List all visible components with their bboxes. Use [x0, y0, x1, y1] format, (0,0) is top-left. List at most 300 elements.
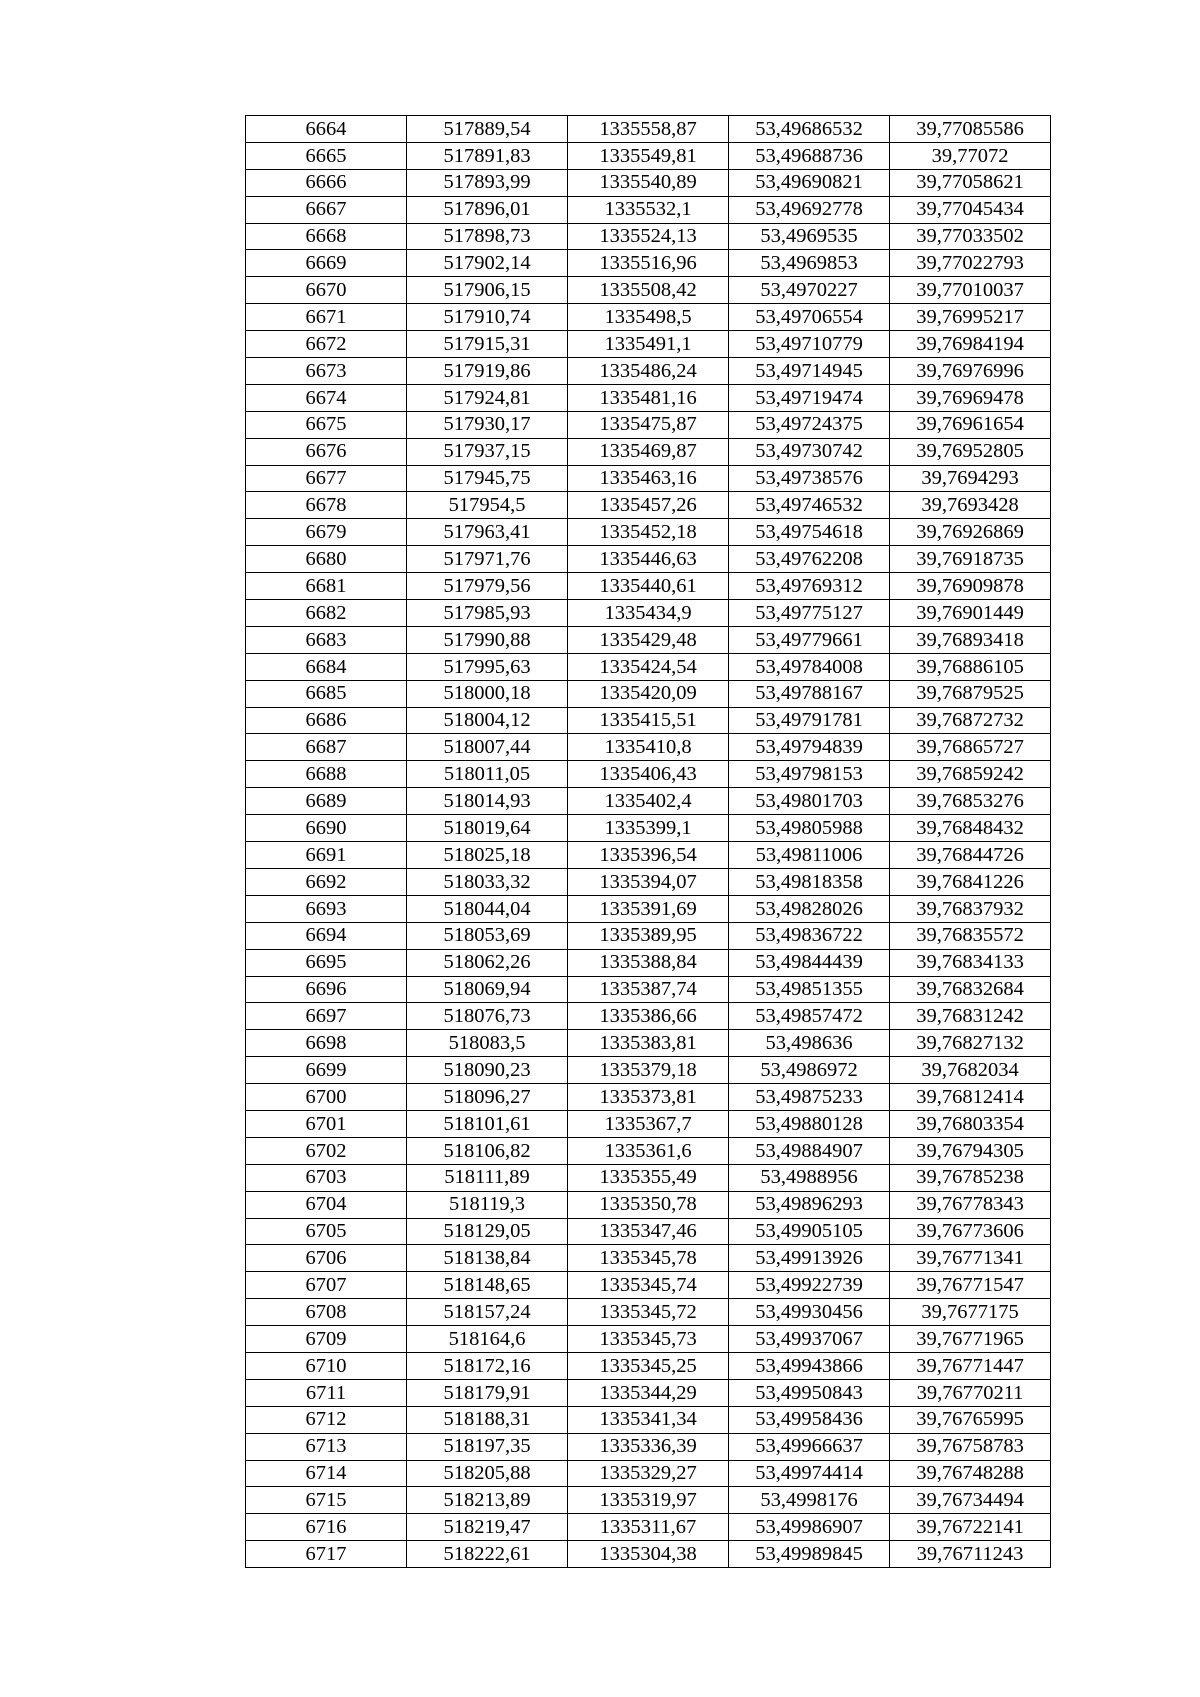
latitude-cell: 53,49913926 — [729, 1245, 890, 1272]
point-number-cell: 6716 — [246, 1514, 407, 1541]
x-coordinate-cell: 517915,31 — [407, 331, 568, 358]
point-number-cell: 6684 — [246, 653, 407, 680]
table-row — [246, 680, 1051, 707]
longitude-cell: 39,76844726 — [890, 842, 1051, 869]
table-row — [246, 465, 1051, 492]
latitude-cell: 53,49905105 — [729, 1218, 890, 1245]
point-number-cell: 6669 — [246, 250, 407, 277]
point-number-cell: 6705 — [246, 1218, 407, 1245]
table-row — [246, 277, 1051, 304]
point-number-cell: 6670 — [246, 277, 407, 304]
x-coordinate-cell: 518083,5 — [407, 1030, 568, 1057]
y-coordinate-cell: 1335540,89 — [568, 169, 729, 196]
longitude-cell: 39,76765995 — [890, 1406, 1051, 1433]
x-coordinate-cell: 517979,56 — [407, 573, 568, 600]
x-coordinate-cell: 517990,88 — [407, 626, 568, 653]
point-number-cell: 6710 — [246, 1352, 407, 1379]
latitude-cell: 53,49958436 — [729, 1406, 890, 1433]
y-coordinate-cell: 1335373,81 — [568, 1084, 729, 1111]
point-number-cell: 6701 — [246, 1110, 407, 1137]
longitude-cell: 39,76771547 — [890, 1272, 1051, 1299]
x-coordinate-cell: 518219,47 — [407, 1514, 568, 1541]
y-coordinate-cell: 1335402,4 — [568, 788, 729, 815]
longitude-cell: 39,76837932 — [890, 895, 1051, 922]
longitude-cell: 39,76832684 — [890, 976, 1051, 1003]
point-number-cell: 6704 — [246, 1191, 407, 1218]
longitude-cell: 39,76722141 — [890, 1514, 1051, 1541]
table-row — [246, 815, 1051, 842]
y-coordinate-cell: 1335452,18 — [568, 519, 729, 546]
table-row — [246, 1514, 1051, 1541]
latitude-cell: 53,49794839 — [729, 734, 890, 761]
table-row — [246, 949, 1051, 976]
point-number-cell: 6679 — [246, 519, 407, 546]
table-row — [246, 411, 1051, 438]
x-coordinate-cell: 518000,18 — [407, 680, 568, 707]
x-coordinate-cell: 517896,01 — [407, 196, 568, 223]
y-coordinate-cell: 1335481,16 — [568, 384, 729, 411]
longitude-cell: 39,76848432 — [890, 815, 1051, 842]
table-row — [246, 358, 1051, 385]
longitude-cell: 39,7677175 — [890, 1299, 1051, 1326]
point-number-cell: 6690 — [246, 815, 407, 842]
table-row — [246, 250, 1051, 277]
x-coordinate-cell: 517971,76 — [407, 546, 568, 573]
latitude-cell: 53,49836722 — [729, 922, 890, 949]
latitude-cell: 53,49828026 — [729, 895, 890, 922]
point-number-cell: 6697 — [246, 1003, 407, 1030]
point-number-cell: 6687 — [246, 734, 407, 761]
longitude-cell: 39,77045434 — [890, 196, 1051, 223]
y-coordinate-cell: 1335379,18 — [568, 1057, 729, 1084]
point-number-cell: 6698 — [246, 1030, 407, 1057]
longitude-cell: 39,76835572 — [890, 922, 1051, 949]
y-coordinate-cell: 1335491,1 — [568, 331, 729, 358]
latitude-cell: 53,49922739 — [729, 1272, 890, 1299]
latitude-cell: 53,49966637 — [729, 1433, 890, 1460]
point-number-cell: 6714 — [246, 1460, 407, 1487]
longitude-cell: 39,76734494 — [890, 1487, 1051, 1514]
x-coordinate-cell: 518007,44 — [407, 734, 568, 761]
longitude-cell: 39,76853276 — [890, 788, 1051, 815]
table-row — [246, 707, 1051, 734]
latitude-cell: 53,49880128 — [729, 1110, 890, 1137]
longitude-cell: 39,76952805 — [890, 438, 1051, 465]
y-coordinate-cell: 1335345,25 — [568, 1352, 729, 1379]
table-row — [246, 1326, 1051, 1353]
x-coordinate-cell: 518111,89 — [407, 1164, 568, 1191]
table-row — [246, 1379, 1051, 1406]
latitude-cell: 53,49706554 — [729, 304, 890, 331]
x-coordinate-cell: 518172,16 — [407, 1352, 568, 1379]
point-number-cell: 6691 — [246, 842, 407, 869]
latitude-cell: 53,49875233 — [729, 1084, 890, 1111]
latitude-cell: 53,49788167 — [729, 680, 890, 707]
point-number-cell: 6717 — [246, 1541, 407, 1568]
longitude-cell: 39,76995217 — [890, 304, 1051, 331]
point-number-cell: 6696 — [246, 976, 407, 1003]
table-row — [246, 116, 1051, 143]
x-coordinate-cell: 518205,88 — [407, 1460, 568, 1487]
table-row — [246, 1406, 1051, 1433]
y-coordinate-cell: 1335498,5 — [568, 304, 729, 331]
y-coordinate-cell: 1335558,87 — [568, 116, 729, 143]
y-coordinate-cell: 1335424,54 — [568, 653, 729, 680]
x-coordinate-cell: 518101,61 — [407, 1110, 568, 1137]
y-coordinate-cell: 1335311,67 — [568, 1514, 729, 1541]
point-number-cell: 6682 — [246, 600, 407, 627]
x-coordinate-cell: 518157,24 — [407, 1299, 568, 1326]
y-coordinate-cell: 1335319,97 — [568, 1487, 729, 1514]
table-row — [246, 1272, 1051, 1299]
y-coordinate-cell: 1335399,1 — [568, 815, 729, 842]
x-coordinate-cell: 518011,05 — [407, 761, 568, 788]
y-coordinate-cell: 1335345,73 — [568, 1326, 729, 1353]
latitude-cell: 53,49692778 — [729, 196, 890, 223]
x-coordinate-cell: 517954,5 — [407, 492, 568, 519]
y-coordinate-cell: 1335415,51 — [568, 707, 729, 734]
x-coordinate-cell: 518213,89 — [407, 1487, 568, 1514]
latitude-cell: 53,49724375 — [729, 411, 890, 438]
x-coordinate-cell: 517963,41 — [407, 519, 568, 546]
latitude-cell: 53,49769312 — [729, 573, 890, 600]
y-coordinate-cell: 1335440,61 — [568, 573, 729, 600]
y-coordinate-cell: 1335549,81 — [568, 142, 729, 169]
latitude-cell: 53,49710779 — [729, 331, 890, 358]
point-number-cell: 6681 — [246, 573, 407, 600]
point-number-cell: 6694 — [246, 922, 407, 949]
x-coordinate-cell: 517906,15 — [407, 277, 568, 304]
latitude-cell: 53,49775127 — [729, 600, 890, 627]
y-coordinate-cell: 1335508,42 — [568, 277, 729, 304]
point-number-cell: 6680 — [246, 546, 407, 573]
y-coordinate-cell: 1335367,7 — [568, 1110, 729, 1137]
point-number-cell: 6677 — [246, 465, 407, 492]
y-coordinate-cell: 1335446,63 — [568, 546, 729, 573]
latitude-cell: 53,49801703 — [729, 788, 890, 815]
x-coordinate-cell: 518062,26 — [407, 949, 568, 976]
point-number-cell: 6688 — [246, 761, 407, 788]
x-coordinate-cell: 518025,18 — [407, 842, 568, 869]
y-coordinate-cell: 1335524,13 — [568, 223, 729, 250]
longitude-cell: 39,76909878 — [890, 573, 1051, 600]
longitude-cell: 39,76976996 — [890, 358, 1051, 385]
latitude-cell: 53,49791781 — [729, 707, 890, 734]
x-coordinate-cell: 518179,91 — [407, 1379, 568, 1406]
table-row — [246, 1487, 1051, 1514]
longitude-cell: 39,76770211 — [890, 1379, 1051, 1406]
latitude-cell: 53,49851355 — [729, 976, 890, 1003]
point-number-cell: 6695 — [246, 949, 407, 976]
table-row — [246, 626, 1051, 653]
table-row — [246, 196, 1051, 223]
latitude-cell: 53,49754618 — [729, 519, 890, 546]
table-row — [246, 223, 1051, 250]
y-coordinate-cell: 1335420,09 — [568, 680, 729, 707]
y-coordinate-cell: 1335457,26 — [568, 492, 729, 519]
longitude-cell: 39,76961654 — [890, 411, 1051, 438]
latitude-cell: 53,49884907 — [729, 1137, 890, 1164]
point-number-cell: 6713 — [246, 1433, 407, 1460]
x-coordinate-cell: 517889,54 — [407, 116, 568, 143]
latitude-cell: 53,49719474 — [729, 384, 890, 411]
x-coordinate-cell: 518053,69 — [407, 922, 568, 949]
latitude-cell: 53,49818358 — [729, 868, 890, 895]
y-coordinate-cell: 1335345,74 — [568, 1272, 729, 1299]
longitude-cell: 39,76803354 — [890, 1110, 1051, 1137]
longitude-cell: 39,76758783 — [890, 1433, 1051, 1460]
longitude-cell: 39,77022793 — [890, 250, 1051, 277]
point-number-cell: 6715 — [246, 1487, 407, 1514]
y-coordinate-cell: 1335383,81 — [568, 1030, 729, 1057]
table-row — [246, 1164, 1051, 1191]
table-row — [246, 1245, 1051, 1272]
y-coordinate-cell: 1335394,07 — [568, 868, 729, 895]
point-number-cell: 6699 — [246, 1057, 407, 1084]
point-number-cell: 6665 — [246, 142, 407, 169]
y-coordinate-cell: 1335387,74 — [568, 976, 729, 1003]
table-row — [246, 976, 1051, 1003]
table-row — [246, 1460, 1051, 1487]
latitude-cell: 53,4998176 — [729, 1487, 890, 1514]
y-coordinate-cell: 1335429,48 — [568, 626, 729, 653]
point-number-cell: 6709 — [246, 1326, 407, 1353]
latitude-cell: 53,49688736 — [729, 142, 890, 169]
point-number-cell: 6674 — [246, 384, 407, 411]
latitude-cell: 53,49811006 — [729, 842, 890, 869]
x-coordinate-cell: 518138,84 — [407, 1245, 568, 1272]
latitude-cell: 53,49779661 — [729, 626, 890, 653]
table-row — [246, 438, 1051, 465]
y-coordinate-cell: 1335532,1 — [568, 196, 729, 223]
longitude-cell: 39,77033502 — [890, 223, 1051, 250]
x-coordinate-cell: 518090,23 — [407, 1057, 568, 1084]
table-row — [246, 1352, 1051, 1379]
x-coordinate-cell: 517910,74 — [407, 304, 568, 331]
table-row — [246, 761, 1051, 788]
x-coordinate-cell: 517985,93 — [407, 600, 568, 627]
point-number-cell: 6676 — [246, 438, 407, 465]
point-number-cell: 6707 — [246, 1272, 407, 1299]
y-coordinate-cell: 1335386,66 — [568, 1003, 729, 1030]
longitude-cell: 39,76901449 — [890, 600, 1051, 627]
x-coordinate-cell: 517945,75 — [407, 465, 568, 492]
longitude-cell: 39,76879525 — [890, 680, 1051, 707]
y-coordinate-cell: 1335336,39 — [568, 1433, 729, 1460]
x-coordinate-cell: 517924,81 — [407, 384, 568, 411]
point-number-cell: 6706 — [246, 1245, 407, 1272]
table-row — [246, 842, 1051, 869]
x-coordinate-cell: 517930,17 — [407, 411, 568, 438]
table-row — [246, 1110, 1051, 1137]
y-coordinate-cell: 1335329,27 — [568, 1460, 729, 1487]
y-coordinate-cell: 1335355,49 — [568, 1164, 729, 1191]
table-row — [246, 142, 1051, 169]
longitude-cell: 39,77085586 — [890, 116, 1051, 143]
point-number-cell: 6685 — [246, 680, 407, 707]
latitude-cell: 53,49937067 — [729, 1326, 890, 1353]
point-number-cell: 6675 — [246, 411, 407, 438]
latitude-cell: 53,49714945 — [729, 358, 890, 385]
table-row — [246, 1191, 1051, 1218]
latitude-cell: 53,49738576 — [729, 465, 890, 492]
point-number-cell: 6671 — [246, 304, 407, 331]
table-row — [246, 384, 1051, 411]
longitude-cell: 39,7694293 — [890, 465, 1051, 492]
x-coordinate-cell: 518148,65 — [407, 1272, 568, 1299]
longitude-cell: 39,77058621 — [890, 169, 1051, 196]
longitude-cell: 39,76918735 — [890, 546, 1051, 573]
y-coordinate-cell: 1335388,84 — [568, 949, 729, 976]
latitude-cell: 53,49930456 — [729, 1299, 890, 1326]
x-coordinate-cell: 518129,05 — [407, 1218, 568, 1245]
x-coordinate-cell: 518014,93 — [407, 788, 568, 815]
x-coordinate-cell: 518069,94 — [407, 976, 568, 1003]
longitude-cell: 39,76771447 — [890, 1352, 1051, 1379]
longitude-cell: 39,76778343 — [890, 1191, 1051, 1218]
table-row — [246, 1218, 1051, 1245]
y-coordinate-cell: 1335304,38 — [568, 1541, 729, 1568]
x-coordinate-cell: 517902,14 — [407, 250, 568, 277]
longitude-cell: 39,76865727 — [890, 734, 1051, 761]
x-coordinate-cell: 517893,99 — [407, 169, 568, 196]
x-coordinate-cell: 518033,32 — [407, 868, 568, 895]
latitude-cell: 53,4969535 — [729, 223, 890, 250]
table-row — [246, 788, 1051, 815]
x-coordinate-cell: 518197,35 — [407, 1433, 568, 1460]
table-row — [246, 1084, 1051, 1111]
point-number-cell: 6703 — [246, 1164, 407, 1191]
table-row — [246, 734, 1051, 761]
latitude-cell: 53,49943866 — [729, 1352, 890, 1379]
x-coordinate-cell: 518164,6 — [407, 1326, 568, 1353]
longitude-cell: 39,76785238 — [890, 1164, 1051, 1191]
table-row — [246, 573, 1051, 600]
point-number-cell: 6678 — [246, 492, 407, 519]
longitude-cell: 39,76771965 — [890, 1326, 1051, 1353]
latitude-cell: 53,49805988 — [729, 815, 890, 842]
x-coordinate-cell: 517937,15 — [407, 438, 568, 465]
y-coordinate-cell: 1335434,9 — [568, 600, 729, 627]
point-number-cell: 6711 — [246, 1379, 407, 1406]
latitude-cell: 53,49690821 — [729, 169, 890, 196]
point-number-cell: 6712 — [246, 1406, 407, 1433]
table-row — [246, 546, 1051, 573]
x-coordinate-cell: 517995,63 — [407, 653, 568, 680]
longitude-cell: 39,76984194 — [890, 331, 1051, 358]
point-number-cell: 6686 — [246, 707, 407, 734]
x-coordinate-cell: 517898,73 — [407, 223, 568, 250]
latitude-cell: 53,49746532 — [729, 492, 890, 519]
table-row — [246, 169, 1051, 196]
point-number-cell: 6666 — [246, 169, 407, 196]
point-number-cell: 6672 — [246, 331, 407, 358]
point-number-cell: 6692 — [246, 868, 407, 895]
x-coordinate-cell: 518004,12 — [407, 707, 568, 734]
longitude-cell: 39,77010037 — [890, 277, 1051, 304]
table-row — [246, 1057, 1051, 1084]
table-row — [246, 1030, 1051, 1057]
longitude-cell: 39,76886105 — [890, 653, 1051, 680]
y-coordinate-cell: 1335469,87 — [568, 438, 729, 465]
longitude-cell: 39,76926869 — [890, 519, 1051, 546]
y-coordinate-cell: 1335463,16 — [568, 465, 729, 492]
point-number-cell: 6673 — [246, 358, 407, 385]
x-coordinate-cell: 518222,61 — [407, 1541, 568, 1568]
table-row — [246, 1541, 1051, 1568]
table-row — [246, 600, 1051, 627]
y-coordinate-cell: 1335347,46 — [568, 1218, 729, 1245]
table-row — [246, 1137, 1051, 1164]
point-number-cell: 6667 — [246, 196, 407, 223]
latitude-cell: 53,49986907 — [729, 1514, 890, 1541]
x-coordinate-cell: 517919,86 — [407, 358, 568, 385]
y-coordinate-cell: 1335345,72 — [568, 1299, 729, 1326]
latitude-cell: 53,49950843 — [729, 1379, 890, 1406]
y-coordinate-cell: 1335396,54 — [568, 842, 729, 869]
y-coordinate-cell: 1335475,87 — [568, 411, 729, 438]
longitude-cell: 39,76748288 — [890, 1460, 1051, 1487]
longitude-cell: 39,76794305 — [890, 1137, 1051, 1164]
latitude-cell: 53,49762208 — [729, 546, 890, 573]
table-row — [246, 868, 1051, 895]
latitude-cell: 53,49784008 — [729, 653, 890, 680]
longitude-cell: 39,76831242 — [890, 1003, 1051, 1030]
x-coordinate-cell: 518188,31 — [407, 1406, 568, 1433]
point-number-cell: 6689 — [246, 788, 407, 815]
longitude-cell: 39,76969478 — [890, 384, 1051, 411]
table-row — [246, 1299, 1051, 1326]
y-coordinate-cell: 1335410,8 — [568, 734, 729, 761]
table-row — [246, 1433, 1051, 1460]
y-coordinate-cell: 1335350,78 — [568, 1191, 729, 1218]
latitude-cell: 53,49974414 — [729, 1460, 890, 1487]
x-coordinate-cell: 517891,83 — [407, 142, 568, 169]
point-number-cell: 6693 — [246, 895, 407, 922]
longitude-cell: 39,76834133 — [890, 949, 1051, 976]
x-coordinate-cell: 518019,64 — [407, 815, 568, 842]
latitude-cell: 53,498636 — [729, 1030, 890, 1057]
x-coordinate-cell: 518044,04 — [407, 895, 568, 922]
longitude-cell: 39,76841226 — [890, 868, 1051, 895]
point-number-cell: 6664 — [246, 116, 407, 143]
y-coordinate-cell: 1335486,24 — [568, 358, 729, 385]
point-number-cell: 6668 — [246, 223, 407, 250]
y-coordinate-cell: 1335361,6 — [568, 1137, 729, 1164]
latitude-cell: 53,49686532 — [729, 116, 890, 143]
latitude-cell: 53,49730742 — [729, 438, 890, 465]
longitude-cell: 39,77072 — [890, 142, 1051, 169]
table-row — [246, 653, 1051, 680]
coordinates-table-body — [246, 116, 1051, 1568]
point-number-cell: 6702 — [246, 1137, 407, 1164]
x-coordinate-cell: 518096,27 — [407, 1084, 568, 1111]
point-number-cell: 6700 — [246, 1084, 407, 1111]
table-row — [246, 895, 1051, 922]
coordinates-table — [245, 115, 1051, 1568]
latitude-cell: 53,49896293 — [729, 1191, 890, 1218]
longitude-cell: 39,76771341 — [890, 1245, 1051, 1272]
longitude-cell: 39,76893418 — [890, 626, 1051, 653]
latitude-cell: 53,4970227 — [729, 277, 890, 304]
longitude-cell: 39,7682034 — [890, 1057, 1051, 1084]
x-coordinate-cell: 518106,82 — [407, 1137, 568, 1164]
longitude-cell: 39,76872732 — [890, 707, 1051, 734]
longitude-cell: 39,7693428 — [890, 492, 1051, 519]
longitude-cell: 39,76827132 — [890, 1030, 1051, 1057]
y-coordinate-cell: 1335516,96 — [568, 250, 729, 277]
longitude-cell: 39,76711243 — [890, 1541, 1051, 1568]
